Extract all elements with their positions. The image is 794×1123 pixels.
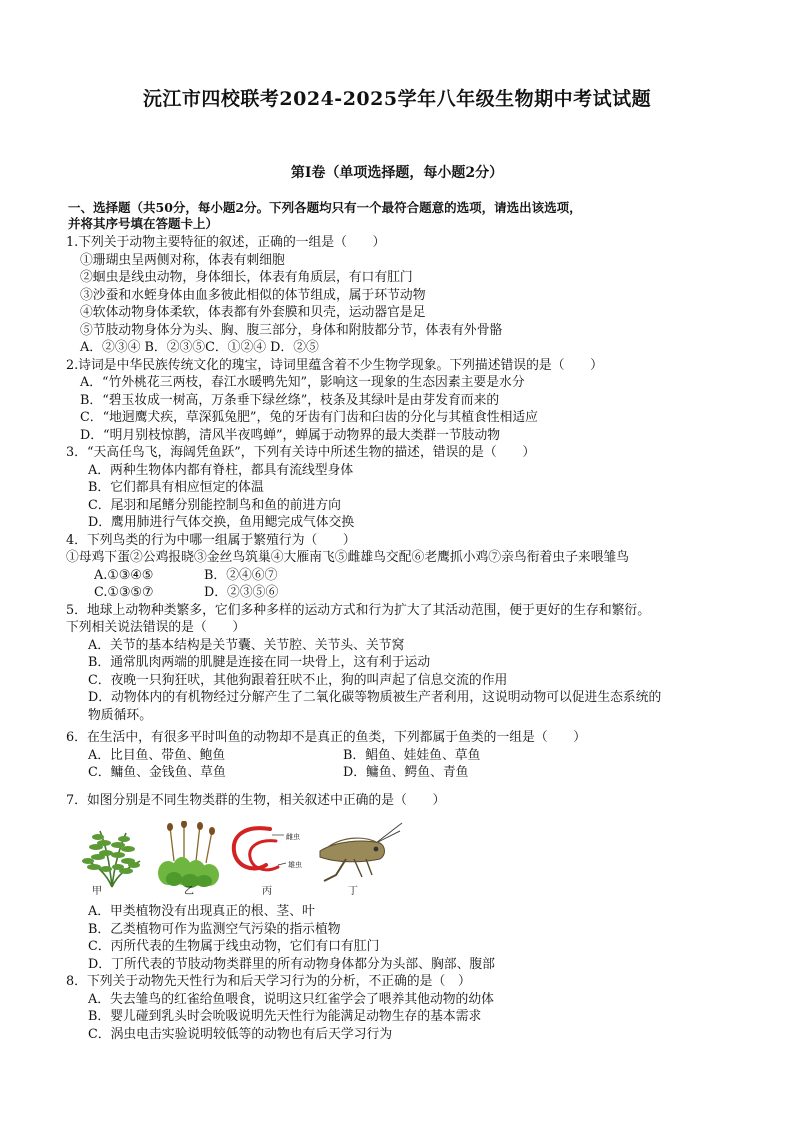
- worm-label-female: 雌虫: [286, 833, 300, 841]
- answer-option: D．动物体内的有机物经过分解产生了二氧化碳等物质被生产者利用，这说明动物可以促进生态系统的: [88, 690, 662, 705]
- question-stem: 8．下列关于动物先天性行为和后天学习行为的分析，不正确的是（ ）: [66, 974, 471, 989]
- question-stem: 1.下列关于动物主要特征的叙述，正确的一组是（ ）: [66, 235, 386, 250]
- question-stem: 2.诗词是中华民族传统文化的瑰宝，诗词里蕴含着不少生物学现象。下列描述错误的是（ ）: [66, 357, 603, 373]
- answer-option: A．“竹外桃花三两枝，春江水暖鸭先知”，影响这一现象的生态因素主要是水分: [80, 375, 525, 390]
- worm-label-male: 雄虫: [288, 861, 302, 869]
- label-bing: 丙: [262, 886, 272, 897]
- exam-title: 沅江市四校联考2024-2025学年八年级生物期中考试试题: [142, 88, 652, 110]
- answer-option: C．涡虫电击实验说明较低等的动物也有后天学习行为: [88, 1026, 393, 1042]
- fern-image: [78, 821, 146, 889]
- question-4: [66, 532, 730, 602]
- statement-item: ⑤节肢动物身体分为头、胸、腹三部分，身体和附肢都分节，体表有外骨骼: [80, 322, 503, 338]
- answer-options-row: [66, 567, 730, 585]
- answer-option: A．失去雏鸟的红雀给鱼喂食，说明这只红雀学会了喂养其他动物的幼体: [88, 991, 494, 1007]
- statement-item: ①珊瑚虫呈两侧对称，体表有刺细胞: [80, 252, 285, 268]
- answer-options: A．②③④ B．②③⑤C．①②④ D．②⑤: [80, 340, 319, 355]
- question-stem: 5．地球上动物种类繁多，它们多种多样的运动方式和行为扩大了其活动范围，便于更好的生存和繁衍。: [66, 602, 651, 618]
- answer-option: D．②③⑤⑥: [204, 585, 279, 600]
- question-2: [66, 357, 730, 445]
- question-stem: 6．在生活中，有很多平时叫鱼的动物却不是真正的鱼类，下列都属于鱼类的一组是（ ）: [66, 730, 587, 745]
- moss-image: [154, 821, 224, 889]
- question-stem: 3．“天高任鸟飞，海阔凭鱼跃”，下列有关诗中所述生物的描述，错误的是（ ）: [66, 445, 536, 460]
- question-stem-cont: 下列相关说法错误的是（ ）: [66, 620, 246, 635]
- answer-option: A．关节的基本结构是关节囊、关节腔、关节头、关节窝: [88, 637, 405, 653]
- answer-option: D．“明月别枝惊鹊，清风半夜鸣蝉”，蝉属于动物界的最大类群一节肢动物: [80, 427, 501, 443]
- answer-option: C．尾羽和尾鳍分别能控制鸟和鱼的前进方向: [88, 497, 341, 513]
- answer-option: C．夜晚一只狗狂吠，其他狗跟着狂吠不止，狗的叫声起了信息交流的作用: [88, 672, 508, 688]
- question-6: [66, 729, 730, 782]
- answer-options-row: [66, 764, 730, 782]
- answer-option: A．甲类植物没有出现真正的根、茎、叶: [88, 904, 315, 919]
- answer-options-row: [66, 584, 730, 602]
- section-instructions-line1: 一、选择题（共50分，每小题2分。下列各题均只有一个最符合题意的选项，请选出该选项，: [68, 200, 582, 215]
- label-jia: 甲: [92, 886, 102, 897]
- answer-option: A．比目鱼、带鱼、鲍鱼: [88, 747, 226, 763]
- statement-item: ③沙蚕和水蛭身体由血多彼此相似的体节组成，属于环节动物: [80, 287, 426, 303]
- question-5: [66, 602, 730, 725]
- answer-option: C．丙所代表的生物属于线虫动物，它们有口有肛门: [88, 939, 380, 954]
- question-7: [66, 792, 730, 974]
- section-instructions: [68, 200, 728, 232]
- label-ding: 丁: [348, 886, 358, 897]
- question-stem: 4．下列鸟类的行为中哪一组属于繁殖行为（ ）: [66, 532, 356, 548]
- question-3: [66, 444, 730, 532]
- answer-option: D．鹰用肺进行气体交换，鱼用鳃完成气体交换: [88, 515, 355, 530]
- question-1: [66, 234, 730, 357]
- answer-option: B．婴儿碰到乳头时会吮吸说明先天性行为能满足动物生存的基本需求: [88, 1009, 482, 1024]
- part-subtitle: 第Ⅰ卷（单项选择题，每小题2分）: [290, 165, 504, 181]
- answer-option: C.①③⑤⑦: [94, 585, 154, 600]
- answer-option: B．它们都具有相应恒定的体温: [88, 480, 264, 495]
- answer-option-cont: 物质循环。: [88, 707, 152, 723]
- statement-item: ②蛔虫是线虫动物，身体细长，体表有角质层，有口有肛门: [80, 270, 413, 285]
- section-instructions-line2: 并将其序号填在答题卡上）: [68, 216, 219, 231]
- organism-figure: [66, 821, 730, 897]
- answer-option: B．“碧玉妆成一树高，万条垂下绿丝绦”，枝条及其绿叶是由芽发育而来的: [80, 392, 500, 408]
- answer-option: D．鳙鱼、鳄鱼、青鱼: [343, 765, 469, 780]
- answer-option: B．通常肌肉两端的肌腱是连接在同一块骨上，这有利于运动: [88, 655, 431, 670]
- answer-option: D．丁所代表的节肢动物类群里的所有动物身体都分为头部、胸部、腹部: [88, 956, 495, 972]
- question-8: [66, 973, 730, 1043]
- statement-item: ④软体动物身体柔软，体表都有外套膜和贝壳，运动器官是足: [80, 305, 426, 320]
- question-stem: 7．如图分别是不同生物类群的生物，相关叙述中正确的是（ ）: [66, 792, 446, 808]
- answer-option: C．“地迥鹰犬疾，草深狐兔肥”，兔的牙齿有门齿和臼齿的分化与其植食性相适应: [80, 410, 538, 425]
- answer-option: A.①③④⑤: [94, 567, 154, 583]
- answer-option: B．鲳鱼、娃娃鱼、草鱼: [343, 747, 481, 763]
- answer-option: C．鳙鱼、金钱鱼、草鱼: [88, 765, 226, 780]
- grasshopper-image: [306, 821, 406, 889]
- answer-option: A．两种生物体内都有脊柱，都具有流线型身体: [88, 462, 354, 478]
- behavior-items: ①母鸡下蛋②公鸡报晓③金丝鸟筑巢④大雁南飞⑤雌雄鸟交配⑥老鹰抓小鸡⑦亲鸟衔着虫子来喂雏鸟: [66, 550, 630, 565]
- questions: [66, 234, 730, 1043]
- label-yi: 乙: [184, 886, 194, 897]
- answer-option: B．乙类植物可作为监测空气污染的指示植物: [88, 921, 341, 937]
- answer-options-row: [66, 747, 730, 765]
- answer-option: B．②④⑥⑦: [204, 567, 278, 583]
